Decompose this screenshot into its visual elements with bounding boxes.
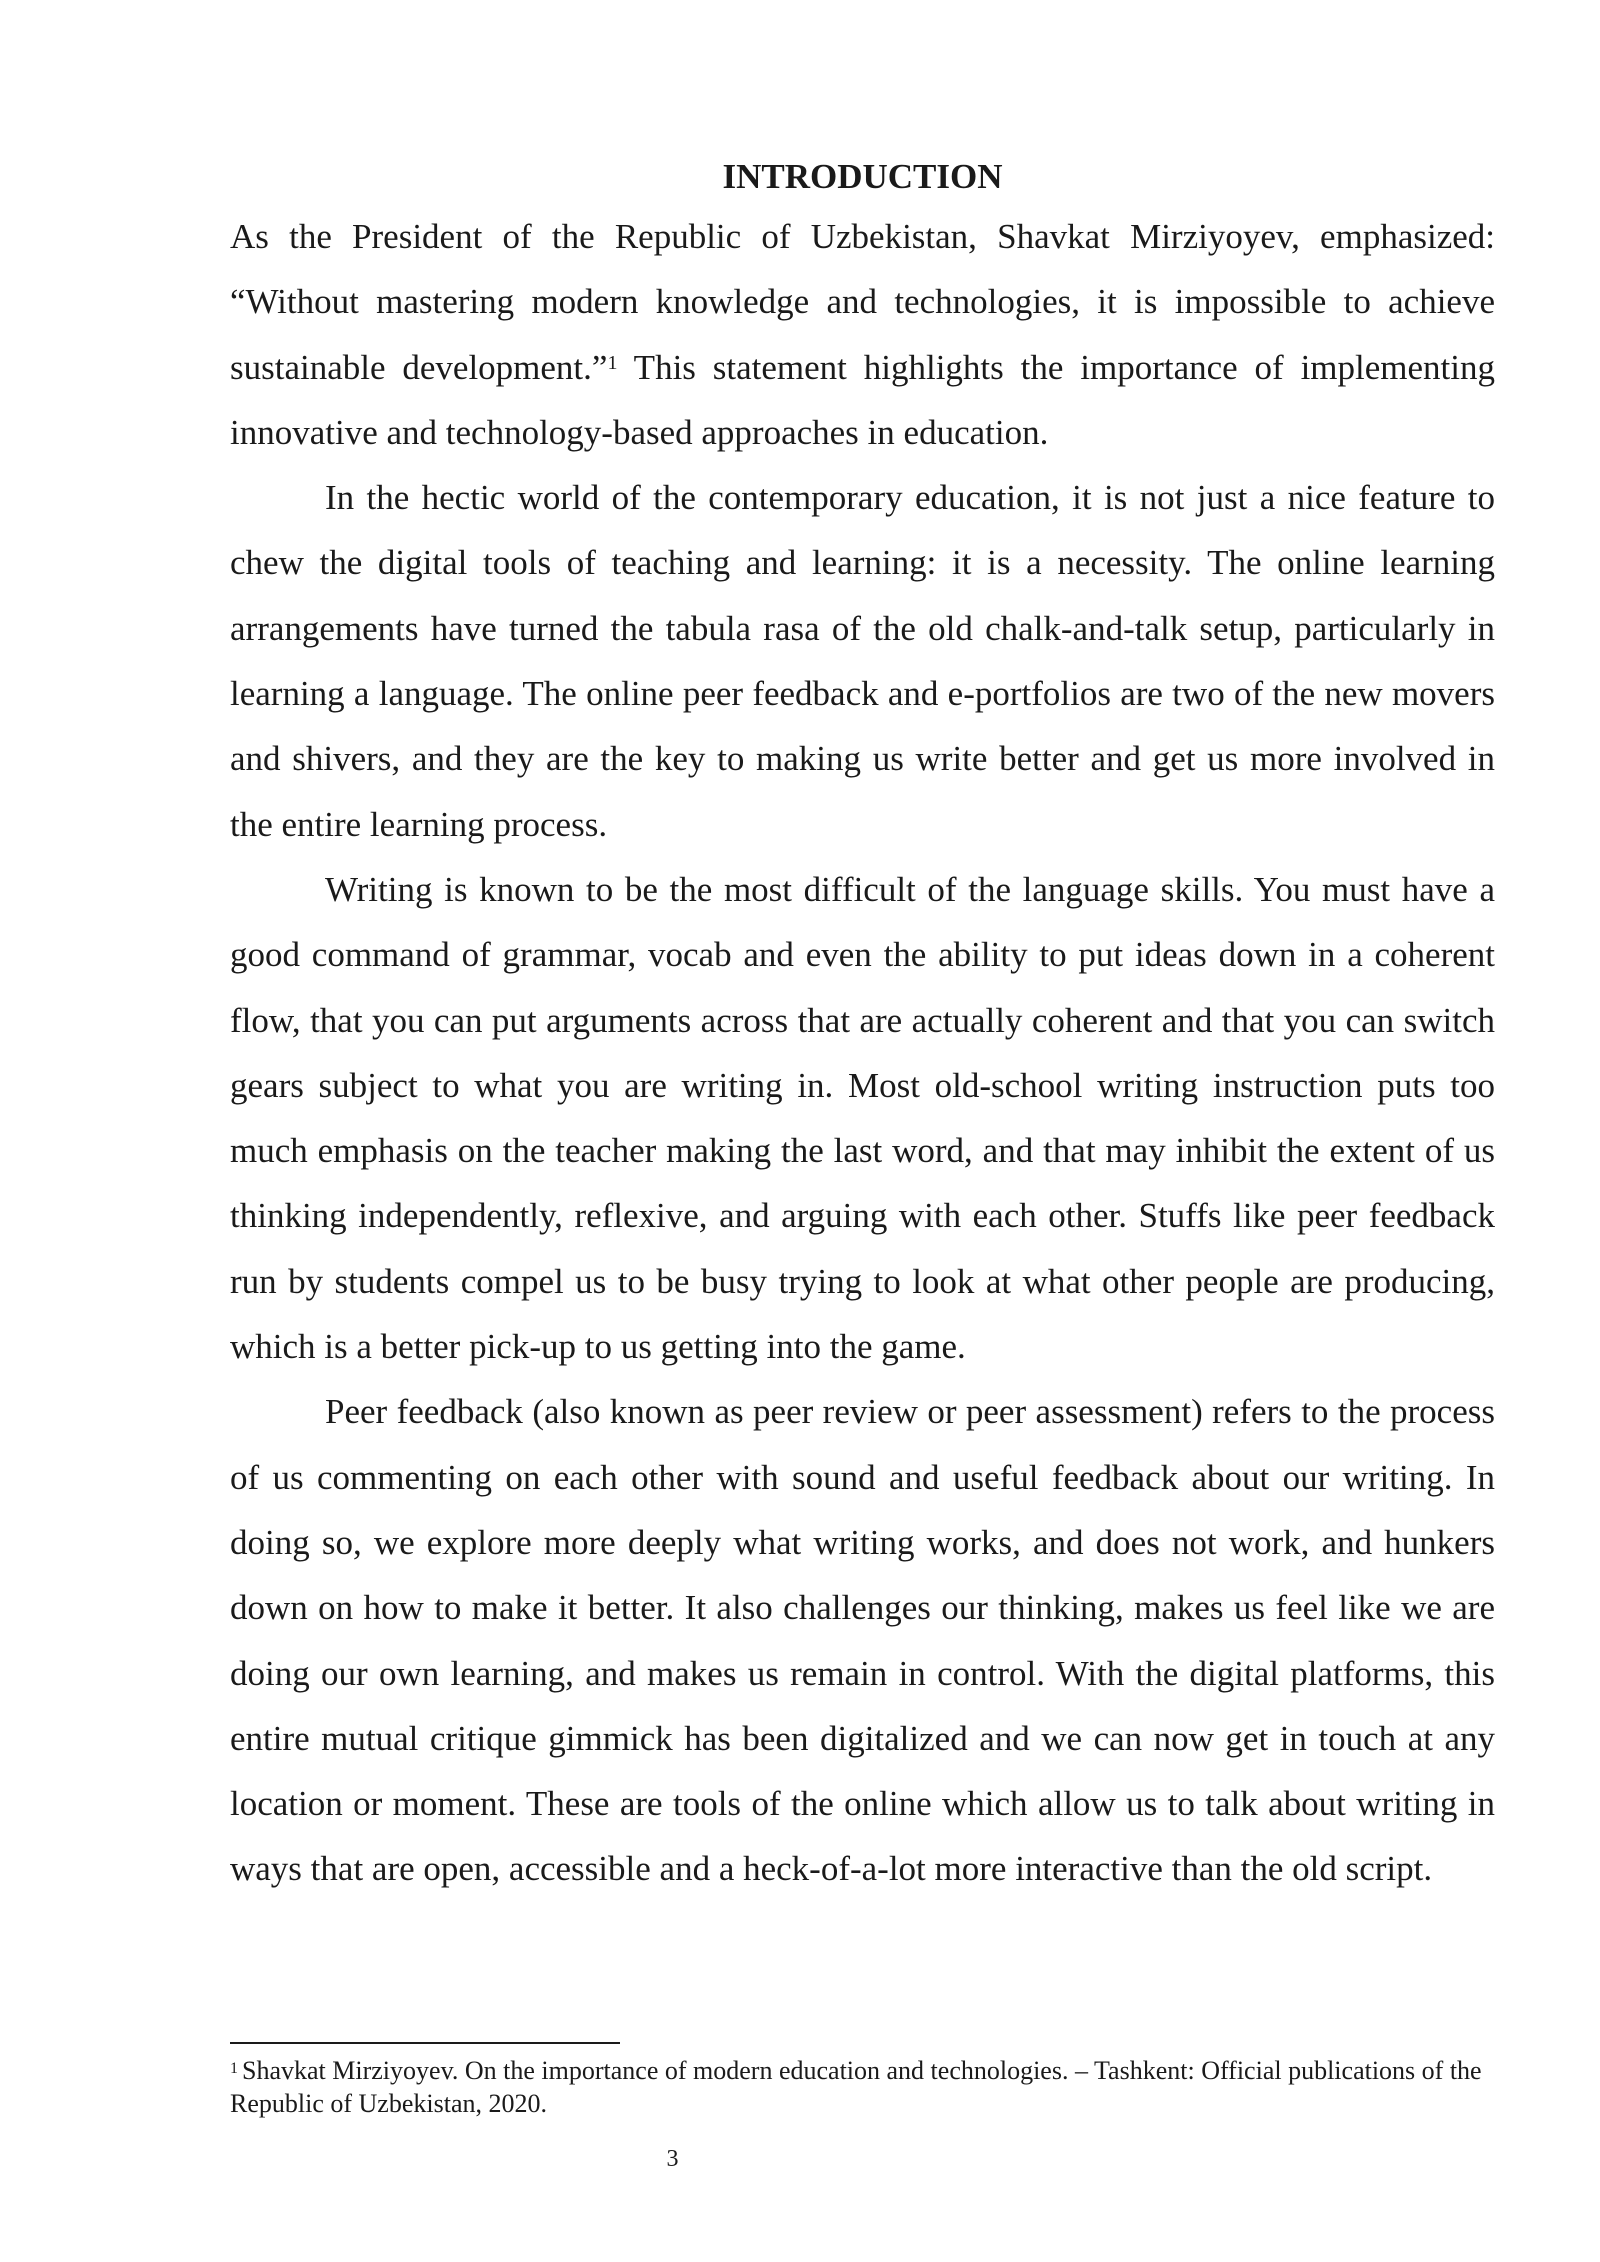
page-title: INTRODUCTION (722, 157, 1003, 196)
body-text (230, 150, 1495, 1902)
paragraph-1-text-before-ref: As the President of the Republic of Uzbekistan, Shavkat Mirziyoyev, emphasized: “Without mastering modern knowledge and technologies, it is impossible to achieve sustainable development.” (230, 217, 1495, 387)
paragraph-1 (230, 204, 1495, 465)
page-number: 3 (666, 2146, 679, 2172)
footnote-separator (230, 2042, 620, 2044)
footnote-reference[interactable]: 1 (607, 351, 618, 374)
paragraph-4: Peer feedback (also known as peer review or peer assessment) refers to the process of us commenting on each other with sound and useful feedback about our writing. In doing so, we explore more deeply what writing works, and does not work, and hunkers down on how to make it better. It also challenges our thinking, makes us feel like we are doing our own learning, and makes us remain in control. With the digital platforms, this entire mutual critique gimmick has been digitalized and we can now get in touch at any location or moment. These are tools of the online which allow us to talk about writing in ways that are open, accessible and a heck-of-a-lot more interactive than the old script. (230, 1392, 1495, 1889)
footnote (230, 2054, 1495, 2120)
paragraph-3: Writing is known to be the most difficult of the language skills. You must have a good command of grammar, vocab and even the ability to put ideas down in a coherent flow, that you can put arguments across that are actually coherent and that you can switch gears subject to what you are writing in. Most old-school writing instruction puts too much emphasis on the teacher making the last word, and that may inhibit the extent of us thinking independently, reflexive, and arguing with each other. Stuffs like peer feedback run by students compel us to be busy trying to look at what other people are producing, which is a better pick-up to us getting into the game. (230, 869, 1495, 1367)
paragraph-1-text-after-ref: This statement highlights the importance of implementing innovative and technology-based approaches in education. (230, 347, 1495, 452)
paragraph-2: In the hectic world of the contemporary education, it is not just a nice feature to chew the digital tools of teaching and learning: it is a necessity. The online learning arrangements have turned the tabula rasa of the old chalk-and-talk setup, particularly in learning a language. The online peer feedback and e-portfolios are two of the new movers and shivers, and they are the key to making us write better and get us more involved in the entire learning process. (230, 478, 1495, 844)
footnote-text: Shavkat Mirziyoyev. On the importance of modern education and technologies. – Tashkent: Official publications of the Republic of Uzbekistan, 2020. (230, 2056, 1482, 2118)
footnote-mark: 1 (230, 2060, 238, 2077)
